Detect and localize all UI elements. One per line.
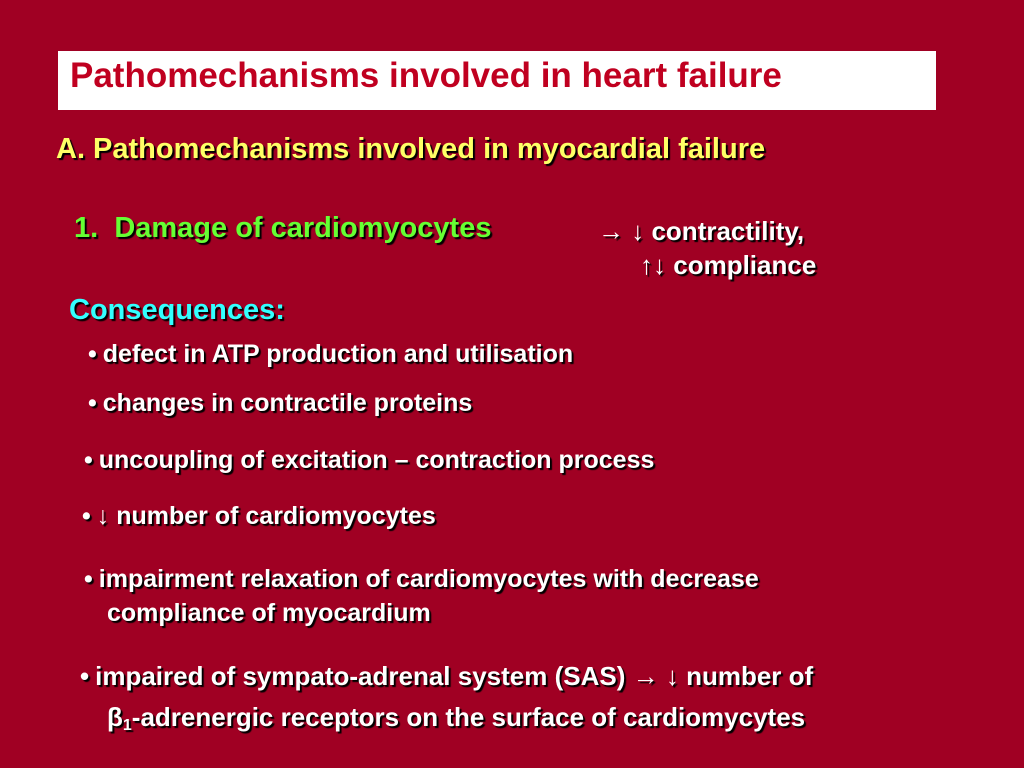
section-a-heading: A. Pathomechanisms involved in myocardial failure xyxy=(56,133,766,165)
item-1-effect-contractility xyxy=(598,216,804,247)
beta-symbol: β xyxy=(107,702,123,732)
beta-subscript: 1 xyxy=(122,717,132,734)
bullet-icon: • xyxy=(88,389,97,417)
list-item-continuation: $\beta_1$-adrenergic receptors on the surface of cardiomycytes xyxy=(107,702,806,734)
list-item-continuation: compliance of myocardium xyxy=(107,599,431,627)
list-item: • changes in contractile proteins xyxy=(88,389,473,417)
slide-title: Pathomechanisms involved in heart failure xyxy=(70,56,782,95)
arrow-right-icon: → xyxy=(598,216,624,246)
bullet-icon: • xyxy=(84,446,93,474)
consequences-heading: Consequences: xyxy=(69,294,285,326)
bullet-icon: • xyxy=(84,565,93,593)
item-1-effect-compliance xyxy=(640,250,816,281)
item-1-label: Damage of cardiomyocytes xyxy=(114,212,492,244)
compliance-text: compliance xyxy=(673,250,817,280)
arrow-right-icon: → xyxy=(632,661,659,691)
list-item: • impairment relaxation of cardiomyocytes with decrease xyxy=(84,565,759,593)
bullet-icon: • xyxy=(88,340,97,368)
arrow-down-icon: ↓ xyxy=(665,661,679,691)
list-item: • ↓ number of cardiomyocytes xyxy=(82,502,436,530)
bullet-icon: • xyxy=(80,661,90,691)
bullet-icon: • xyxy=(82,502,91,530)
item-1-number: 1. xyxy=(74,212,99,244)
arrow-updown-icon: ↑↓ xyxy=(640,250,666,280)
arrow-down-icon: ↓ xyxy=(631,216,645,246)
arrow-down-icon: ↓ xyxy=(96,502,110,530)
list-item: • impaired of sympato-adrenal system (SAS) → ↓ number of xyxy=(80,661,814,691)
list-item: • uncoupling of excitation – contraction process xyxy=(84,446,655,474)
item-1 xyxy=(74,212,491,245)
contractility-text: contractility, xyxy=(651,216,805,246)
list-item: • defect in ATP production and utilisation xyxy=(88,340,574,368)
